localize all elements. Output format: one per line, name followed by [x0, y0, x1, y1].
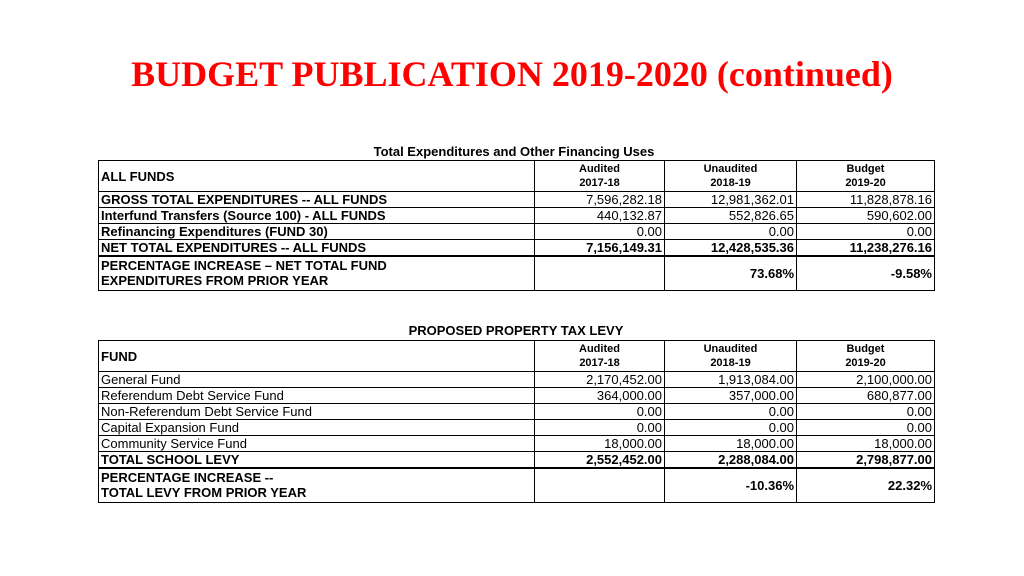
cell-value: 0.00 [797, 404, 935, 420]
table-row [99, 388, 935, 404]
percentage-value: -10.36% [665, 468, 797, 502]
percentage-label: PERCENTAGE INCREASE -- TOTAL LEVY FROM PRIOR YEAR [99, 468, 535, 502]
cell-value: 0.00 [797, 224, 935, 240]
cell-value: 440,132.87 [535, 208, 665, 224]
percentage-row [99, 256, 935, 290]
table-header-row [99, 161, 935, 192]
corner-label: FUND [99, 341, 535, 372]
percentage-row [99, 468, 935, 502]
row-label: General Fund [99, 372, 535, 388]
row-label: NET TOTAL EXPENDITURES -- ALL FUNDS [99, 240, 535, 257]
cell-value: 12,428,535.36 [665, 240, 797, 257]
table-header-row [99, 341, 935, 372]
row-label: Community Service Fund [99, 436, 535, 452]
row-label: Non-Referendum Debt Service Fund [99, 404, 535, 420]
cell-value: 0.00 [535, 404, 665, 420]
percentage-value [535, 468, 665, 502]
percentage-value [535, 256, 665, 290]
cell-value: 18,000.00 [797, 436, 935, 452]
cell-value: 18,000.00 [535, 436, 665, 452]
cell-value: 2,170,452.00 [535, 372, 665, 388]
cell-value: 0.00 [665, 420, 797, 436]
table-row [99, 224, 935, 240]
table2-caption: PROPOSED PROPERTY TAX LEVY [408, 323, 624, 338]
tax-levy-table [98, 340, 935, 503]
cell-value: 11,238,276.16 [797, 240, 935, 257]
table-row [99, 208, 935, 224]
cell-value: 7,596,282.18 [535, 192, 665, 208]
cell-value: 1,913,084.00 [665, 372, 797, 388]
table-row-total [99, 452, 935, 469]
cell-value: 680,877.00 [797, 388, 935, 404]
cell-value: 364,000.00 [535, 388, 665, 404]
cell-value: 2,552,452.00 [535, 452, 665, 469]
row-label: Interfund Transfers (Source 100) - ALL FUNDS [99, 208, 535, 224]
column-header: Budget 2019-20 [797, 341, 935, 372]
row-label: TOTAL SCHOOL LEVY [99, 452, 535, 469]
percentage-value: 73.68% [665, 256, 797, 290]
row-label: Capital Expansion Fund [99, 420, 535, 436]
row-label: Refinancing Expenditures (FUND 30) [99, 224, 535, 240]
column-header: Audited 2017-18 [535, 341, 665, 372]
column-header: Unaudited 2018-19 [665, 341, 797, 372]
cell-value: 0.00 [665, 224, 797, 240]
table-row-total [99, 240, 935, 257]
percentage-value: 22.32% [797, 468, 935, 502]
column-header: Unaudited 2018-19 [665, 161, 797, 192]
cell-value: 11,828,878.16 [797, 192, 935, 208]
table-row [99, 420, 935, 436]
cell-value: 2,100,000.00 [797, 372, 935, 388]
cell-value: 7,156,149.31 [535, 240, 665, 257]
page-title: BUDGET PUBLICATION 2019-2020 (continued) [131, 54, 893, 94]
table-row [99, 372, 935, 388]
row-label: GROSS TOTAL EXPENDITURES -- ALL FUNDS [99, 192, 535, 208]
table-row [99, 404, 935, 420]
percentage-value: -9.58% [797, 256, 935, 290]
cell-value: 2,288,084.00 [665, 452, 797, 469]
cell-value: 0.00 [665, 404, 797, 420]
cell-value: 0.00 [535, 420, 665, 436]
cell-value: 18,000.00 [665, 436, 797, 452]
percentage-label: PERCENTAGE INCREASE – NET TOTAL FUND EXPENDITURES FROM PRIOR YEAR [99, 256, 535, 290]
cell-value: 2,798,877.00 [797, 452, 935, 469]
cell-value: 590,602.00 [797, 208, 935, 224]
table1-caption: Total Expenditures and Other Financing Uses [373, 144, 655, 159]
cell-value: 0.00 [797, 420, 935, 436]
expenditures-table [98, 160, 935, 291]
row-label: Referendum Debt Service Fund [99, 388, 535, 404]
cell-value: 12,981,362.01 [665, 192, 797, 208]
table-row [99, 436, 935, 452]
cell-value: 357,000.00 [665, 388, 797, 404]
column-header: Budget 2019-20 [797, 161, 935, 192]
column-header: Audited 2017-18 [535, 161, 665, 192]
corner-label: ALL FUNDS [99, 161, 535, 192]
table-row [99, 192, 935, 208]
cell-value: 0.00 [535, 224, 665, 240]
cell-value: 552,826.65 [665, 208, 797, 224]
